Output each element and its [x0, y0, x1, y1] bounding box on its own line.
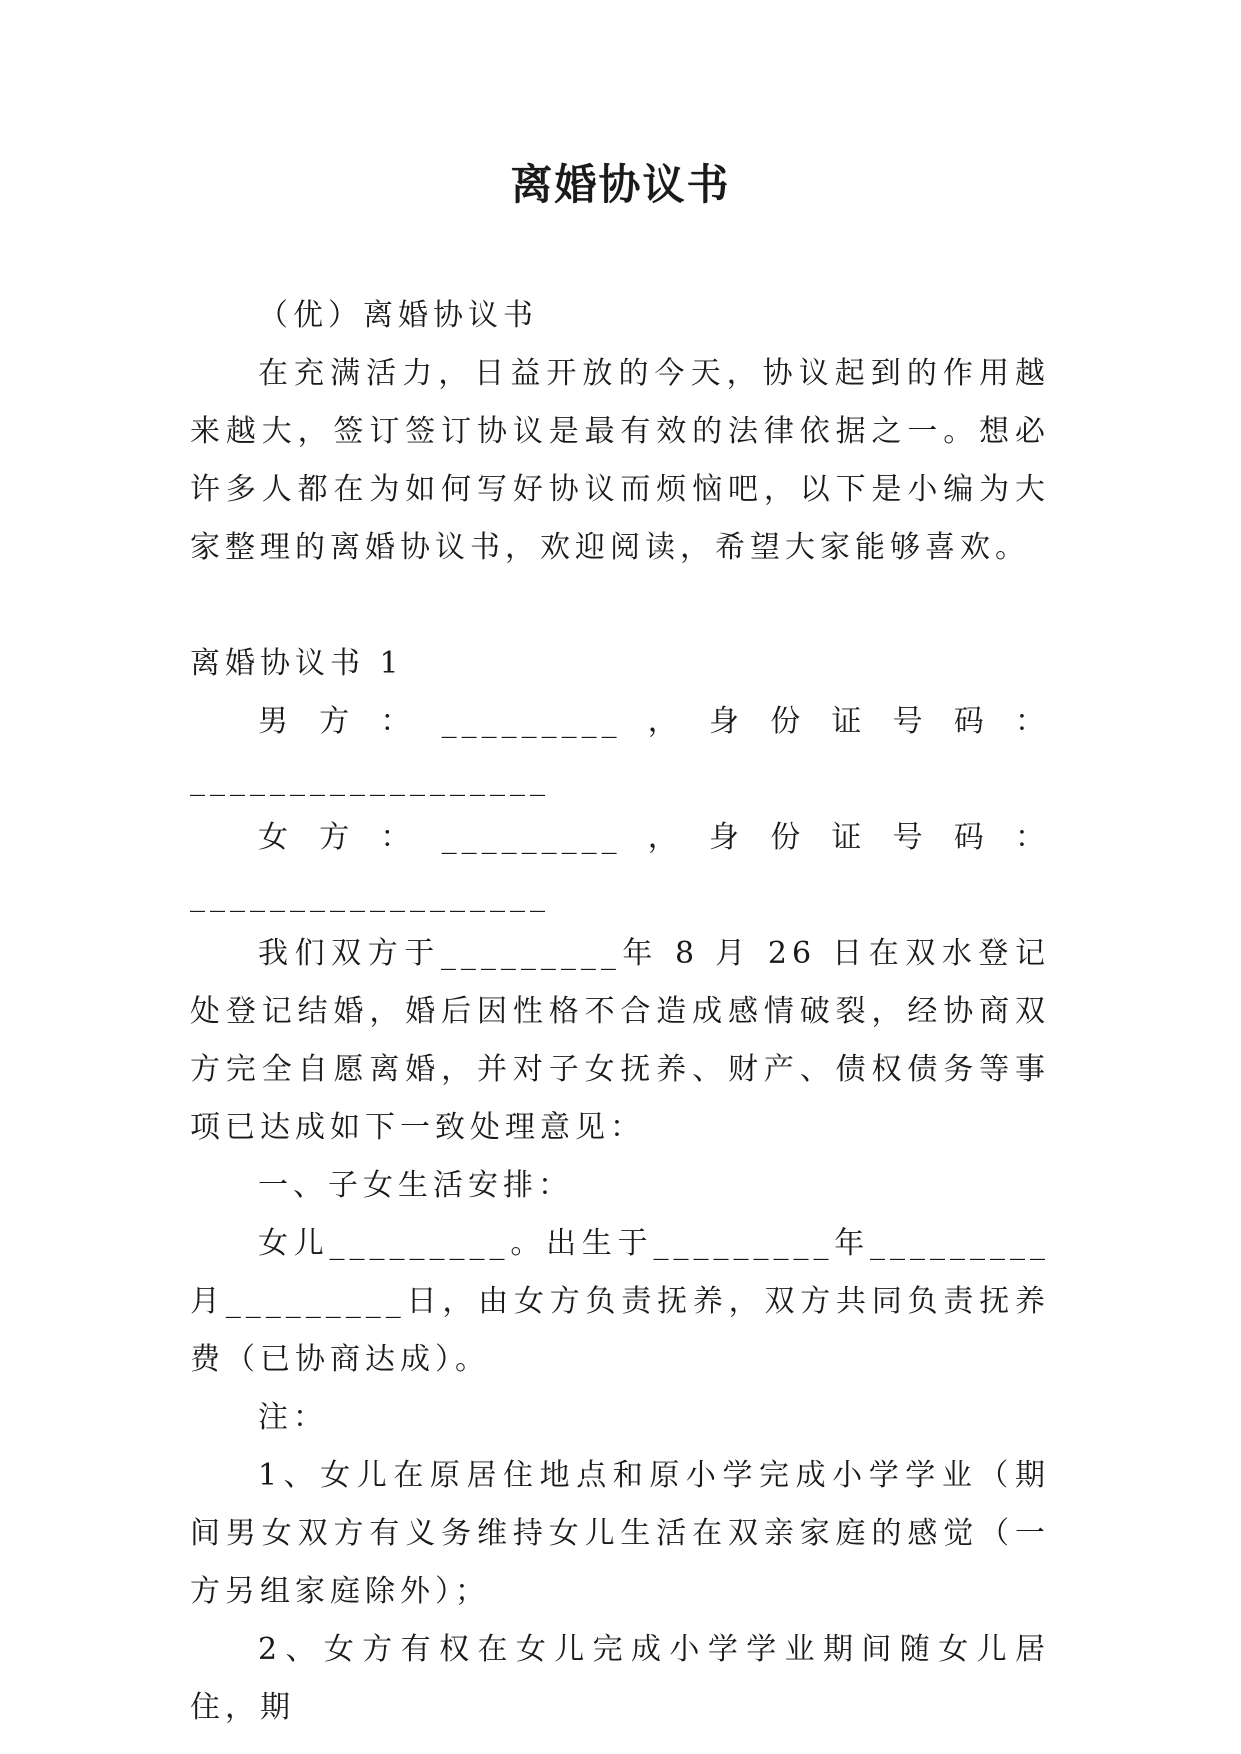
- female-party-line: 女方：_________，身份证号码：__________________: [190, 820, 1050, 913]
- note-item-1: 1、女儿在原居住地点和原小学完成小学学业（期间男女双方有义务维持女儿生活在双亲家庭的感觉（一方另组家庭除外）；: [190, 1458, 1050, 1609]
- intro-paragraph: 在充满活力，日益开放的今天，协议起到的作用越来越大，签订签订协议是最有效的法律依据之一。想必许多人都在为如何写好协议而烦恼吧，以下是小编为大家整理的离婚协议书，欢迎阅读，希望大家能够喜欢。: [190, 356, 1050, 565]
- clause-heading-children: 一、子女生活安排：: [258, 1168, 573, 1203]
- marriage-statement: 我们双方于_________年 8 月 26 日在双水登记处登记结婚，婚后因性格不合造成感情破裂，经协商双方完全自愿离婚，并对子女抚养、财产、债权债务等事项已达成如下一致处理意见：: [190, 936, 1050, 1145]
- note-heading: 注：: [258, 1400, 328, 1435]
- document-body: [190, 287, 1050, 1737]
- document-title: 离婚协议书: [510, 160, 731, 209]
- paragraph-gap: [190, 577, 1050, 635]
- note-item-2: 2、女方有权在女儿完成小学学业期间随女儿居住，期: [190, 1632, 1050, 1725]
- daughter-custody-paragraph: 女儿_________。出生于_________年_________月_________日，由女方负责抚养，双方共同负责抚养费（已协商达成）。: [190, 1226, 1050, 1377]
- section-heading: 离婚协议书 1: [190, 646, 404, 681]
- subtitle-paragraph: （优）离婚协议书: [258, 298, 538, 333]
- male-party-line: 男方：_________，身份证号码：__________________: [190, 704, 1050, 797]
